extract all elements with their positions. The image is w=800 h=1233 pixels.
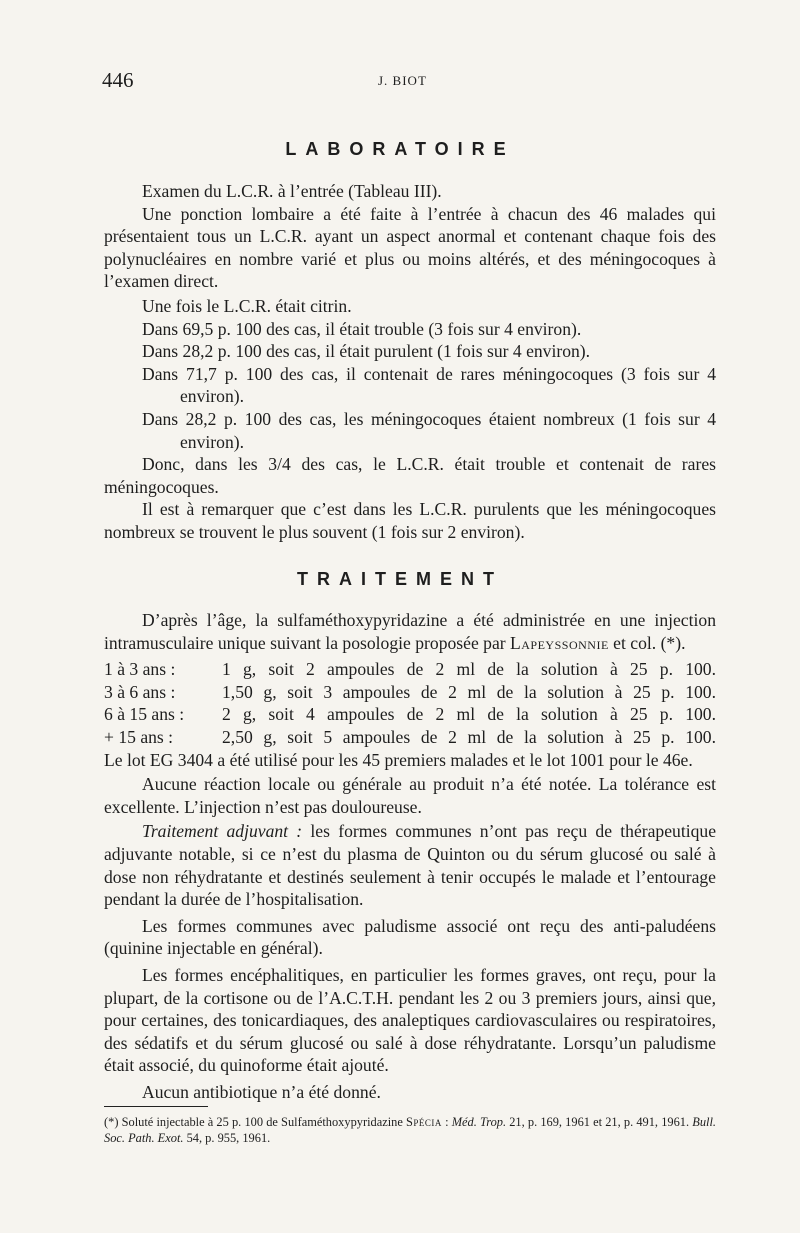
section-title-laboratoire: LABORATOIRE [285,139,515,159]
adjuvant-paragraph [104,820,716,910]
intro-text: D’après l’âge, la sulfaméthoxypyridazine a été administrée en une injection intramusculaire unique suivant la posologie proposée par [104,610,716,653]
paragraph: Il est à remarquer que c’est dans les L.C.R. purulents que les méningocoques nombreux se trouvent le plus souvent (1 fois sur 2 environ). [104,499,716,542]
laboratoire-body [104,180,716,544]
paragraph: Une ponction lombaire a été faite à l’entrée à chacun des 46 malades qui présentaient tous un L.C.R. ayant un aspect anormal et contenant chaque fois des polynucléaires en nombre varié et plus ou moins altérés, et des méningocoques à l’examen direct. [104,203,716,292]
author-name: Lapeyssonnie [510,632,609,653]
footnote [104,1114,716,1146]
paragraph: Examen du L.C.R. à l’entrée (Tableau III). [142,181,442,201]
dosage-age: + 15 ans : [104,726,174,747]
footnote-journal: Méd. Trop. [451,1115,507,1129]
footnote-text: (*) Soluté injectable à 25 p. 100 de Sulfaméthoxypyridazine [104,1115,407,1129]
dosage-value: 2,50 g, soit 5 ampoules de 2 ml de la solution à 25 p. 100. [222,726,716,747]
traitement-body [104,609,716,1103]
encephalitiques-paragraph: Les formes encéphalitiques, en particulier les formes graves, ont reçu, pour la plupart, de la cortisone ou de l’A.C.T.H. pendant les 2 ou 3 premiers jours, ainsi que, pour certaines, des tonicardiaques, des analeptiques cardiovasculaires ou respiratoires, des sédatifs et du sérum glucosé ou salé à dose réhydratante. Lorsqu’un paludisme était associé, du quinoforme était ajouté. [104,964,716,1076]
dosage-table [104,658,716,748]
dosage-row [104,726,716,749]
dosage-value: 1,50 g, soit 3 ampoules de 2 ml de la solution à 25 p. 100. [222,681,716,702]
dosage-row [104,658,716,681]
dosage-age: 6 à 15 ans : [104,704,185,725]
tolerance-paragraph: Aucune réaction locale ou générale au produit n’a été notée. La tolérance est excellente. L’injection n’est pas douloureuse. [104,774,716,817]
paragraph: Dans 69,5 p. 100 des cas, il était trouble (3 fois sur 4 environ). [142,318,582,339]
paragraph: Dans 28,2 p. 100 des cas, les méningocoques étaient nombreux (1 fois sur 4 environ). [142,408,716,452]
paragraph: Dans 71,7 p. 100 des cas, il contenait de rares méningocoques (3 fois sur 4 environ). [142,363,716,407]
running-head: J. BIOT [378,73,427,88]
adjuvant-label: Traitement adjuvant : [142,821,303,842]
section-title-traitement: TRAITEMENT [297,569,503,589]
paragraph: Une fois le L.C.R. était citrin. [142,295,352,316]
dosage-row [104,681,716,704]
paludisme-paragraph: Les formes communes avec paludisme associé ont reçu des anti-paludéens (quinine injectable en général). [104,915,716,959]
intro-text-end: et col. (*). [608,632,686,653]
footnote-brand: Spécia [406,1115,442,1129]
dosage-value: 1 g, soit 2 ampoules de 2 ml de la solution à 25 p. 100. [222,659,716,680]
antibiotique-paragraph: Aucun antibiotique n’a été donné. [142,1081,381,1102]
footnote-ref: 21, p. 169, 1961 et 21, p. 491, 1961. [506,1115,693,1129]
footnote-rule [104,1106,208,1107]
page-header [0,64,800,94]
dosage-age: 3 à 6 ans : [104,681,176,702]
adjuvant-text: les formes communes n’ont pas reçu de thérapeutique adjuvante notable, si ce n’est du plasma de Quinton ou du sérum glucosé ou salé à dose non réhydratante et destinés seulement à tenir occupés le malade et l’entourage pendant la durée de l’hospitalisation. [104,821,716,910]
dosage-row [104,703,716,726]
intro-paragraph [104,609,716,654]
lot-paragraph: Le lot EG 3404 a été utilisé pour les 45 premiers malades et le lot 1001 pour le 46e. [104,749,693,770]
footnote-sep: : [441,1115,452,1129]
dosage-age: 1 à 3 ans : [104,659,176,680]
page-number: 446 [102,68,134,92]
paragraph: Donc, dans les 3/4 des cas, le L.C.R. était trouble et contenait de rares méningocoques. [104,454,716,497]
footnote-ref: 54, p. 955, 1961. [183,1131,271,1145]
dosage-value: 2 g, soit 4 ampoules de 2 ml de la solution à 25 p. 100. [222,704,716,725]
footnote-journal: Bull. Soc. Path. Exot. [104,1115,716,1145]
paragraph: Dans 28,2 p. 100 des cas, il était purulent (1 fois sur 4 environ). [142,341,591,362]
